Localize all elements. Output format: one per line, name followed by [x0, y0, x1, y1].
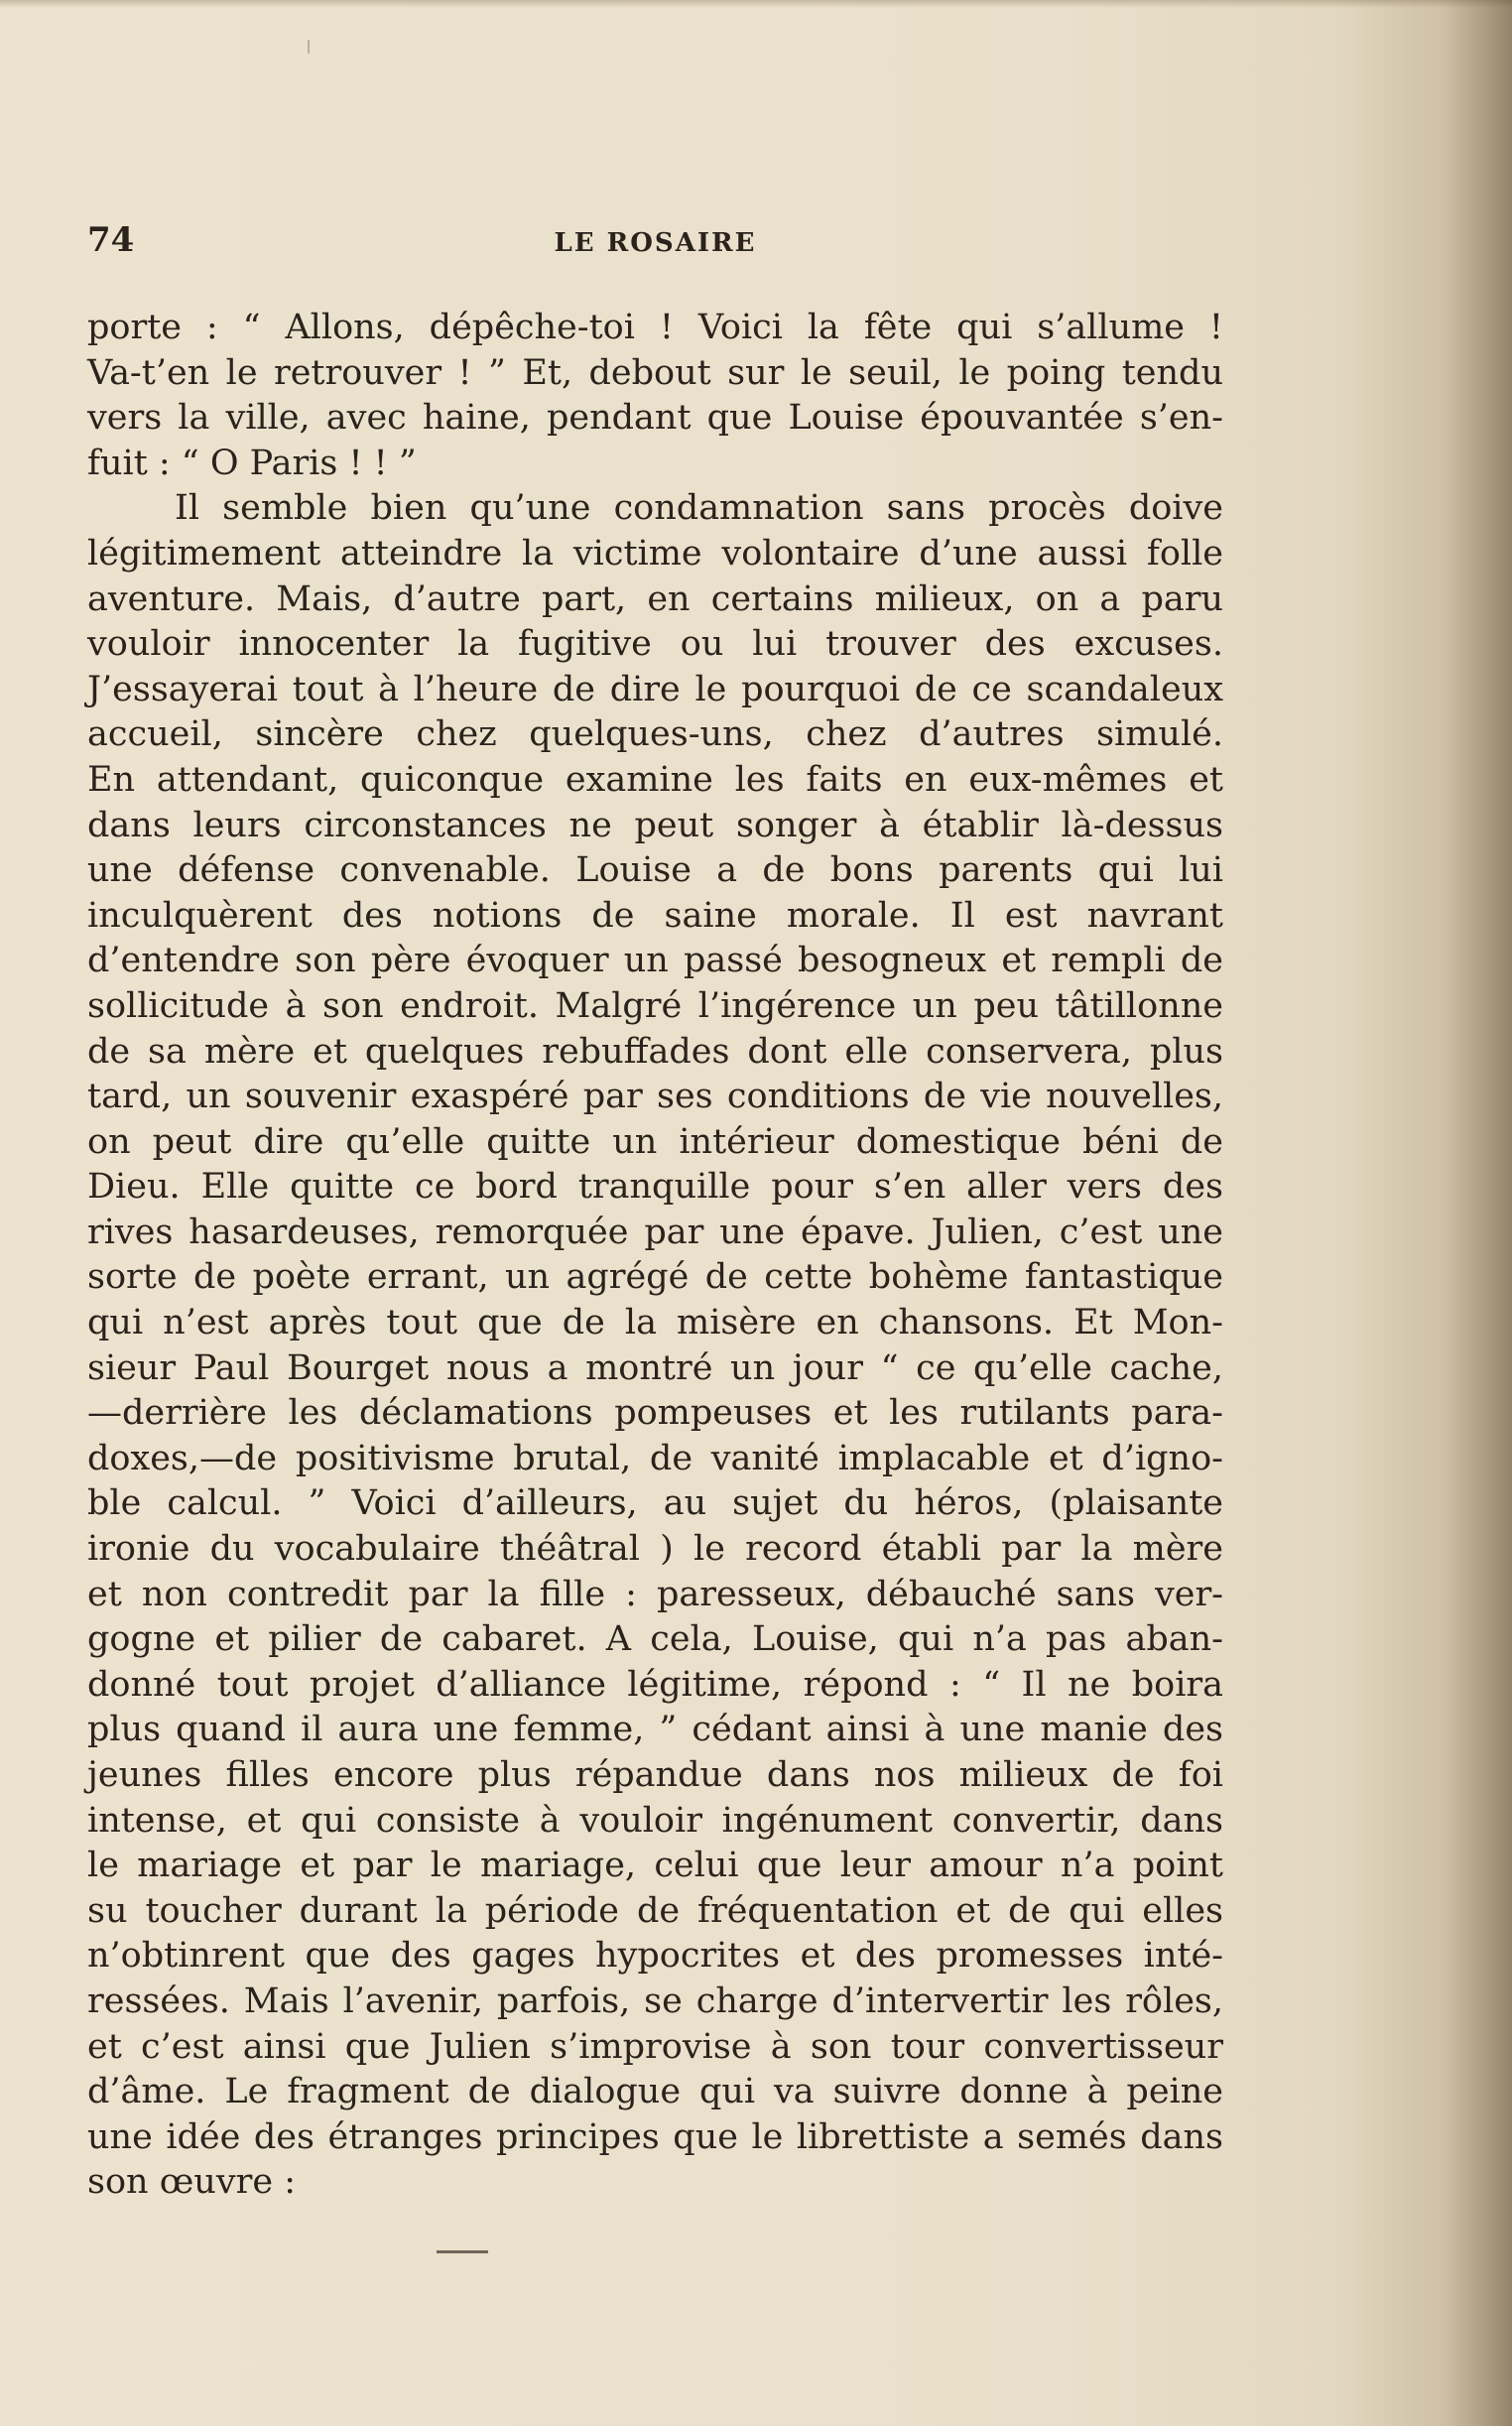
text-line: doxes,—de positivisme brutal, de vanité implacable et d’igno-: [87, 1438, 1223, 1478]
text-line: sorte de poète errant, un agrégé de cette bohème fantastique: [87, 1257, 1223, 1298]
running-title: LE ROSAIRE: [554, 228, 757, 258]
text-line: En attendant, quiconque examine les faits en eux-mêmes et: [87, 759, 1223, 800]
text-line: rives hasardeuses, remorquée par une épave. Julien, c’est une: [87, 1212, 1223, 1252]
text-line: sollicitude à son endroit. Malgré l’ingérence un peu tâtillonne: [87, 985, 1223, 1026]
text-line: donné tout projet d’alliance légitime, répond : “ Il ne boira: [87, 1664, 1223, 1705]
text-line: son œuvre :: [87, 2162, 296, 2203]
text-line: su toucher durant la période de fréquentation et de qui elles: [87, 1890, 1223, 1931]
text-line: vers la ville, avec haine, pendant que Louise épouvantée s’en-: [87, 398, 1223, 439]
text-line: plus quand il aura une femme, ” cédant ainsi à une manie des: [87, 1710, 1223, 1750]
text-line: d’âme. Le fragment de dialogue qui va suivre donne à peine: [87, 2072, 1223, 2112]
text-line: n’obtinrent que des gages hypocrites et des promesses inté-: [87, 1936, 1223, 1977]
page-edge-shadow: [1443, 0, 1512, 2426]
text-line: sieur Paul Bourget nous a montré un jour “ ce qu’elle cache,: [87, 1347, 1223, 1388]
text-line: gogne et pilier de cabaret. A cela, Louise, qui n’a pas aban-: [87, 1619, 1223, 1660]
text-line: ironie du vocabulaire théâtral ) le record établi par la mère: [87, 1529, 1223, 1570]
text-line: d’entendre son père évoquer un passé besogneux et rempli de: [87, 941, 1223, 981]
text-line: et non contredit par la fille : paresseux, débauché sans ver-: [87, 1574, 1223, 1614]
paper-speck: [308, 40, 310, 54]
page-top-shadow: [0, 0, 1512, 8]
text-line: fuit : “ O Paris ! ! ”: [87, 443, 417, 483]
text-line: le mariage et par le mariage, celui que leur amour n’a point: [87, 1846, 1223, 1886]
text-line: Il semble bien qu’une condamnation sans procès doive: [175, 488, 1223, 529]
text-line: une idée des étranges principes que le librettiste a semés dans: [87, 2116, 1223, 2157]
text-line: porte : “ Allons, dépêche-toi ! Voici la fête qui s’allume !: [87, 308, 1223, 347]
text-line: qui n’est après tout que de la misère en chansons. Et Mon-: [87, 1303, 1223, 1343]
running-head: [87, 220, 1223, 270]
text-line: Dieu. Elle quitte ce bord tranquille pour s’en aller vers des: [87, 1167, 1223, 1208]
text-line: vouloir innocenter la fugitive ou lui trouver des excuses.: [87, 624, 1223, 665]
text-line: ressées. Mais l’avenir, parfois, se charge d’intervertir les rôles,: [87, 1980, 1223, 2021]
text-line: une défense convenable. Louise a de bons parents qui lui: [87, 850, 1223, 891]
text-line: accueil, sincère chez quelques-uns, chez d’autres simulé.: [87, 714, 1223, 755]
body-text: [87, 306, 1223, 2206]
text-line: intense, et qui consiste à vouloir ingénument convertir, dans: [87, 1800, 1223, 1841]
text-line: de sa mère et quelques rebuffades dont elle conservera, plus: [87, 1031, 1223, 1072]
text-line: aventure. Mais, d’autre part, en certains milieux, on a paru: [87, 578, 1223, 619]
text-line: inculquèrent des notions de saine morale. Il est navrant: [87, 895, 1223, 936]
text-line: tard, un souvenir exaspéré par ses conditions de vie nouvelles,: [87, 1077, 1223, 1117]
text-line: on peut dire qu’elle quitte un intérieur domestique béni de: [87, 1121, 1223, 1162]
text-line: et c’est ainsi que Julien s’improvise à son tour convertisseur: [87, 2026, 1223, 2067]
text-line: dans leurs circonstances ne peut songer à établir là-dessus: [87, 805, 1223, 845]
page-number: 74: [87, 220, 135, 260]
text-line: jeunes filles encore plus répandue dans nos milieux de foi: [87, 1755, 1223, 1795]
section-dash: [437, 2250, 488, 2253]
text-line: J’essayerai tout à l’heure de dire le pourquoi de ce scandaleux: [87, 669, 1223, 709]
text-line: Va-t’en le retrouver ! ” Et, debout sur le seuil, le poing tendu: [87, 352, 1223, 393]
text-line: légitimement atteindre la victime volontaire d’une aussi folle: [87, 533, 1223, 574]
text-line: ble calcul. ” Voici d’ailleurs, au sujet du héros, (plaisante: [87, 1483, 1223, 1524]
text-line: —derrière les déclamations pompeuses et les rutilants para-: [87, 1393, 1223, 1434]
